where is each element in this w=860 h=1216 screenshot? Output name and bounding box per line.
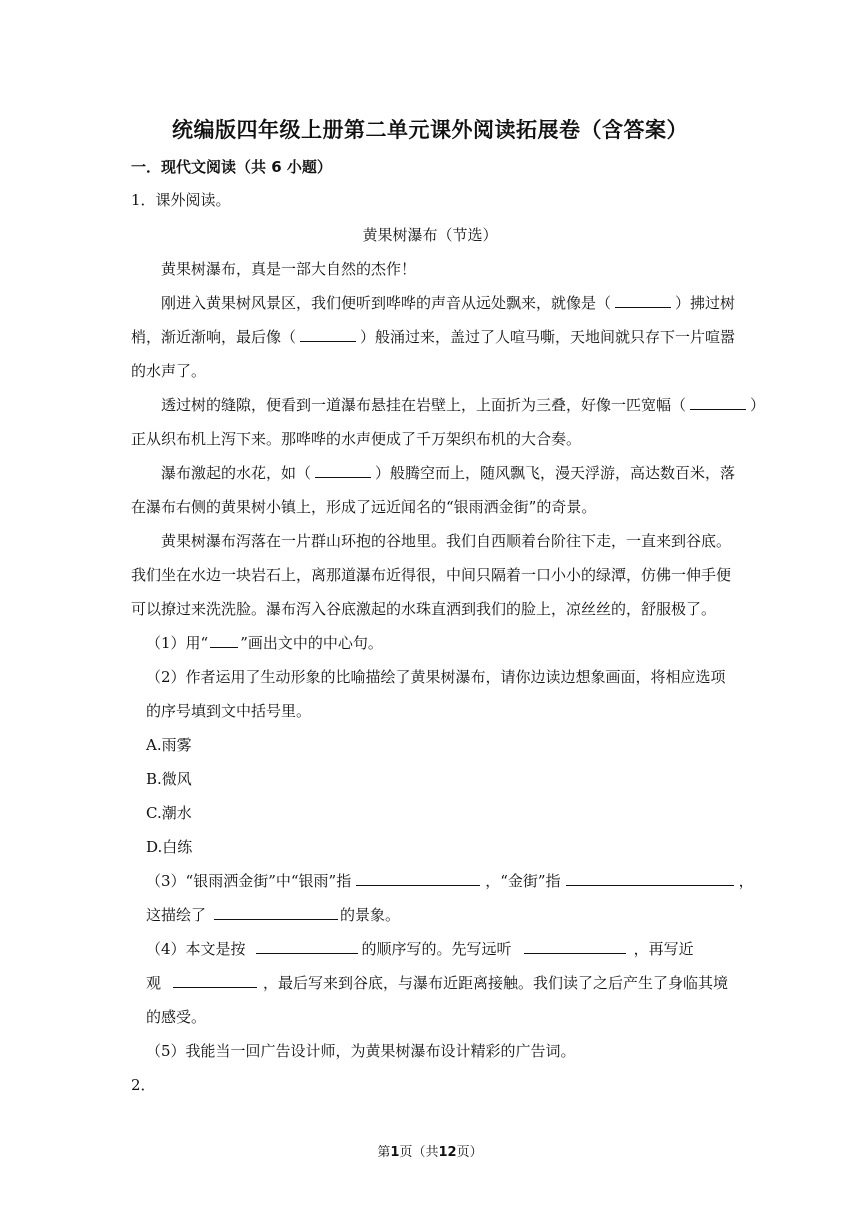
sub-question-2-line-2: 的序号填到文中括号里。	[146, 702, 312, 720]
section-heading: 一．现代文阅读（共 6 小题）	[131, 158, 332, 176]
answer-blank	[300, 327, 356, 342]
passage-paragraph-5-line-3: 可以撩过来洗洗脸。瀑布泻入谷底激起的水珠直洒到我们的脸上，凉丝丝的，舒服极了。	[131, 600, 717, 618]
answer-blank	[173, 973, 257, 988]
sub-question-3-line-2: 这描绘了 的景象。	[146, 906, 401, 924]
answer-blank	[566, 871, 734, 886]
option-d: D.白练	[146, 838, 193, 856]
answer-blank	[615, 293, 671, 308]
passage-paragraph-5-line-1: 黄果树瀑布泻落在一片群山环抱的谷地里。我们自西顺着台阶往下走，一直来到谷底。	[161, 532, 732, 550]
passage-paragraph-3-line-2: 正从织布机上泻下来。那哗哗的水声便成了千万架织布机的大合奏。	[131, 430, 582, 448]
page-footer: 第1页（共12页）	[377, 1145, 483, 1160]
passage-paragraph-2-line-1: 刚进入黄果树风景区，我们便听到哗哗的声音从远处飘来，就像是（ ）拂过树	[161, 294, 736, 312]
passage-paragraph-1: 黄果树瀑布，真是一部大自然的杰作！	[161, 260, 417, 278]
option-b: B.微风	[146, 770, 192, 788]
passage-paragraph-2-line-3: 的水声了。	[131, 362, 207, 380]
passage-title: 黄果树瀑布（节选）	[362, 226, 498, 244]
total-page-count: 12	[438, 1145, 457, 1160]
question-2-label: 2．	[131, 1076, 156, 1094]
passage-paragraph-5-line-2: 我们坐在水边一块岩石上，离那道瀑布近得很，中间只隔着一口小小的绿潭，仿佛一伸手便	[131, 566, 732, 584]
option-c: C.潮水	[146, 804, 192, 822]
passage-paragraph-4-line-1: 瀑布激起的水花，如（ ）般腾空而上，随风飘飞，漫天浮游，高达数百米，落	[161, 464, 736, 482]
document-title: 统编版四年级上册第二单元课外阅读拓展卷（含答案）	[172, 118, 688, 142]
sub-question-5: （5）我能当一回广告设计师，为黄果树瀑布设计精彩的广告词。	[146, 1042, 576, 1060]
sub-question-2-line-1: （2）作者运用了生动形象的比喻描绘了黄果树瀑布，请你边读边想象画面，将相应选项	[146, 668, 726, 686]
sub-question-4-line-3: 的感受。	[146, 1008, 207, 1026]
passage-paragraph-4-line-2: 在瀑布右侧的黄果树小镇上，形成了远近闻名的“银雨洒金街”的奇景。	[131, 498, 597, 516]
answer-blank	[315, 463, 371, 478]
option-a: A.雨雾	[146, 736, 192, 754]
sub-question-4-line-2: 观 ，最后写来到谷底，与瀑布近距离接触。我们读了之后产生了身临其境	[146, 974, 729, 992]
answer-blank	[356, 871, 480, 886]
sub-question-1: （1）用“ ”画出文中的中心句。	[146, 634, 383, 652]
sub-question-4-line-1: （4）本文是按 的顺序写的。先写远听 ，再写近	[146, 940, 694, 958]
current-page-number: 1	[390, 1145, 400, 1160]
answer-blank	[256, 939, 358, 954]
sub-question-3-line-1: （3）“银雨洒金街”中“银雨”指 ，“金街”指 ，	[146, 872, 754, 890]
answer-blank	[524, 939, 626, 954]
answer-blank	[690, 395, 746, 410]
passage-paragraph-3-line-1: 透过树的缝隙，便看到一道瀑布悬挂在岩壁上，上面折为三叠，好像一匹宽幅（ ）	[161, 396, 766, 414]
question-1-label: 1．课外阅读。	[131, 191, 231, 209]
answer-blank	[214, 905, 338, 920]
answer-blank	[210, 633, 238, 648]
passage-paragraph-2-line-2: 梢，渐近渐响，最后像（ ）般涌过来，盖过了人喧马嘶，天地间就只存下一片喧嚣	[131, 328, 736, 346]
